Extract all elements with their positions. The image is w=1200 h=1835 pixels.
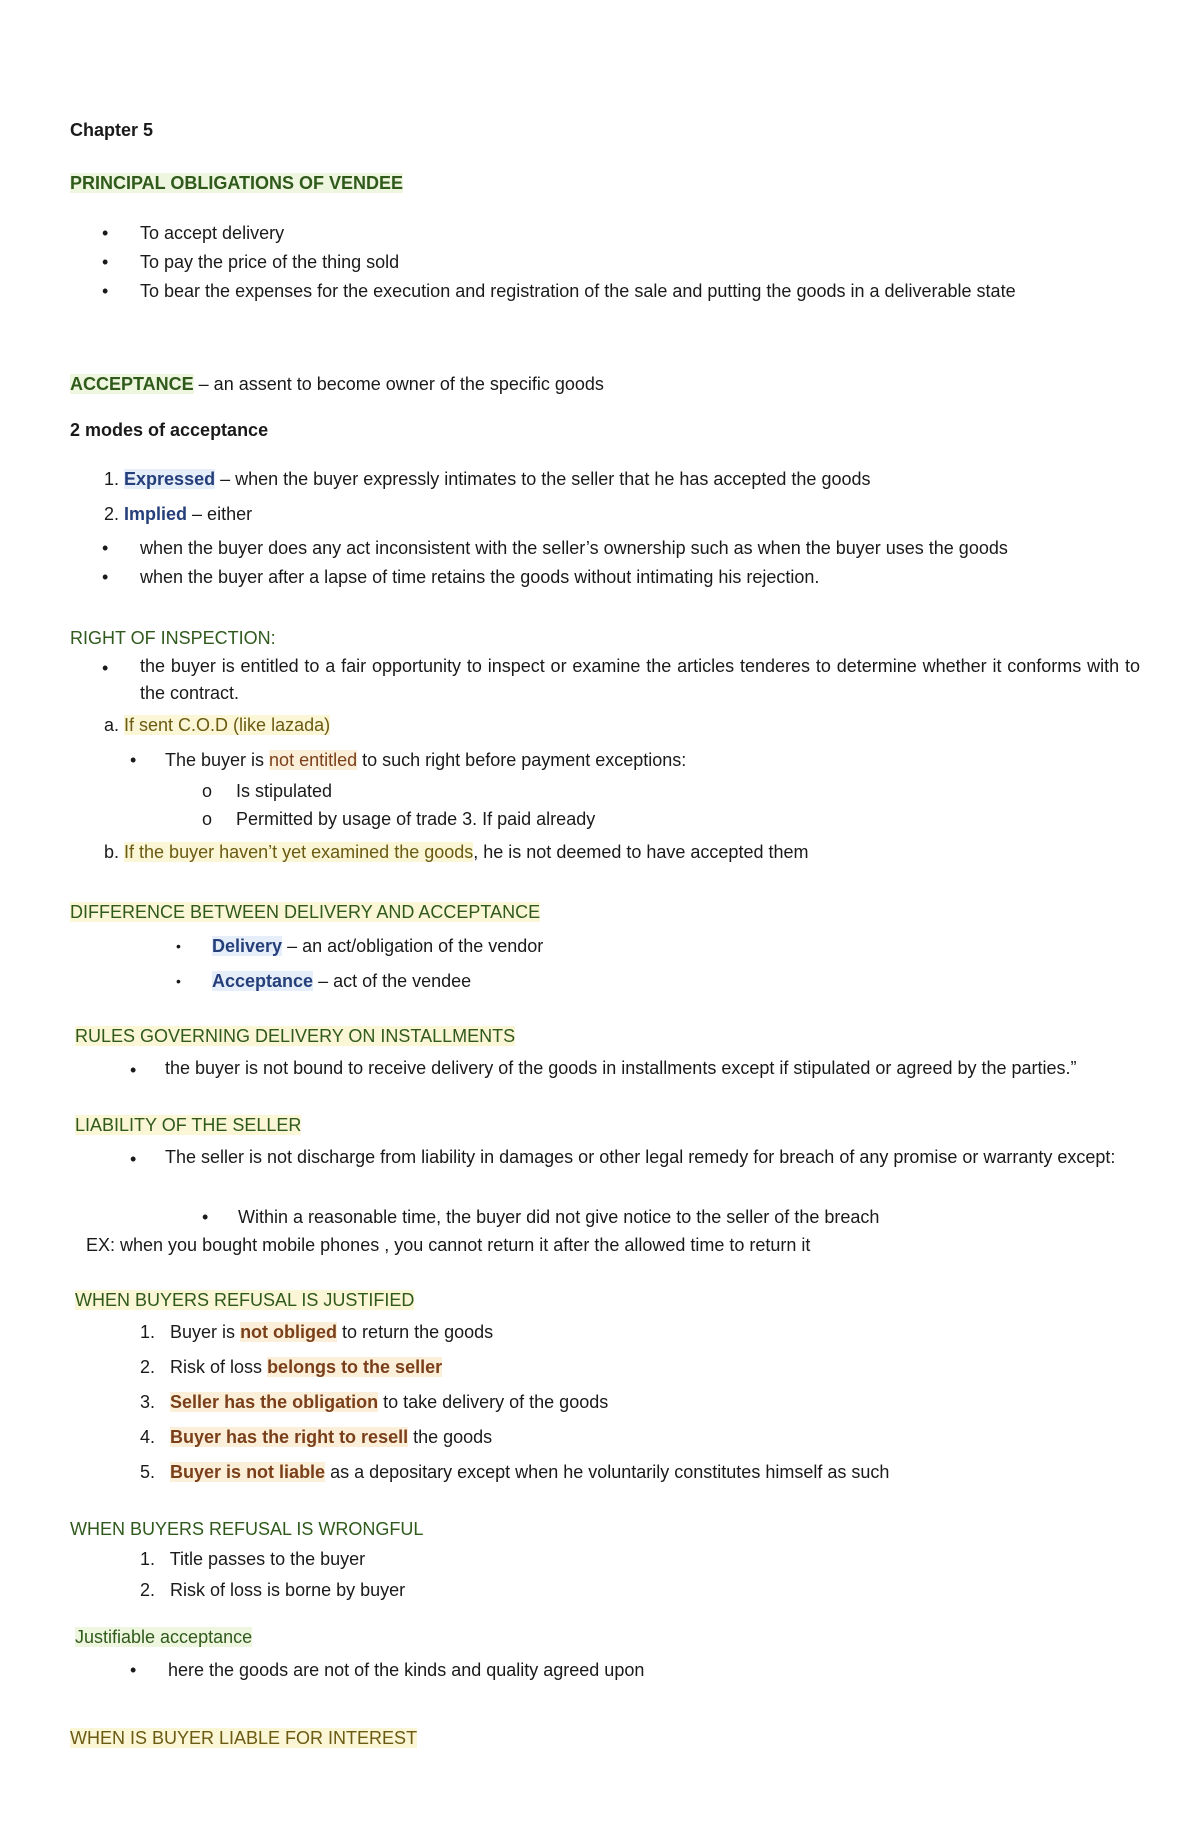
justified-item: 1. Buyer is not obliged to return the goods <box>140 1322 494 1342</box>
liability-sub-item: Within a reasonable time, the buyer did not give notice to the seller of the breach <box>238 1207 880 1227</box>
justified-heading: WHEN BUYERS REFUSAL IS JUSTIFIED <box>75 1290 415 1310</box>
inspection-case-a: a. If sent C.O.D (like lazada) <box>104 715 331 735</box>
circle-bullet-icon: o <box>202 781 213 801</box>
mode-term: Expressed <box>124 469 216 489</box>
installments-item: the buyer is not bound to receive delivery of the goods in installments except if stipulated or agreed by the parties.” <box>165 1058 1077 1078</box>
justified-item: 3. Seller has the obligation to take delivery of the goods <box>140 1392 609 1412</box>
exception-item: Is stipulated <box>236 781 333 801</box>
difference-item: Delivery – an act/obligation of the vendor <box>212 936 544 956</box>
bullet-icon: • <box>102 538 109 558</box>
liability-example: EX: when you bought mobile phones , you cannot return it after the allowed time to return it <box>86 1235 811 1255</box>
bullet-icon: • <box>176 938 181 954</box>
justifiable-heading: Justifiable acceptance <box>75 1627 253 1647</box>
obligations-heading: PRINCIPAL OBLIGATIONS OF VENDEE <box>70 173 404 193</box>
bullet-icon: • <box>102 567 109 587</box>
acceptance-term: ACCEPTANCE <box>70 374 194 394</box>
bullet-icon: • <box>102 281 109 301</box>
bullet-icon: • <box>202 1207 209 1227</box>
mode-term: Implied <box>124 504 188 524</box>
inspection-item: the buyer is entitled to a fair opportunity to inspect or examine the articles tenderes to determine whether it conforms with to the contract. <box>140 656 1140 703</box>
circle-bullet-icon: o <box>202 809 213 829</box>
justified-item: 5. Buyer is not liable as a depositary except when he voluntarily constitutes himself as such <box>140 1462 890 1482</box>
wrongful-item: 1. Title passes to the buyer <box>140 1549 366 1569</box>
justifiable-item: here the goods are not of the kinds and quality agreed upon <box>168 1660 645 1680</box>
modes-heading: 2 modes of acceptance <box>70 420 269 440</box>
wrongful-item: 2. Risk of loss is borne by buyer <box>140 1580 406 1600</box>
liability-heading: LIABILITY OF THE SELLER <box>75 1115 302 1135</box>
bullet-icon: • <box>130 1660 137 1680</box>
obligation-item: To bear the expenses for the execution and registration of the sale and putting the goods in a deliverable state <box>140 281 1016 301</box>
difference-item: Acceptance – act of the vendee <box>212 971 472 991</box>
installments-heading: RULES GOVERNING DELIVERY ON INSTALLMENTS <box>75 1026 516 1046</box>
inspection-sub-item: The buyer is not entitled to such right before payment exceptions: <box>165 750 687 770</box>
interest-heading: WHEN IS BUYER LIABLE FOR INTEREST <box>70 1728 418 1748</box>
obligation-item: To pay the price of the thing sold <box>140 252 400 272</box>
inspection-heading: RIGHT OF INSPECTION: <box>70 628 276 648</box>
bullet-icon: • <box>176 973 181 989</box>
exception-item: Permitted by usage of trade 3. If paid already <box>236 809 596 829</box>
bullet-icon: • <box>102 658 109 678</box>
implied-item: when the buyer does any act inconsistent with the seller’s ownership such as when the buyer uses the goods <box>140 538 1008 558</box>
bullet-icon: • <box>130 750 137 770</box>
bullet-icon: • <box>102 223 109 243</box>
obligation-item: To accept delivery <box>140 223 285 243</box>
liability-item: The seller is not discharge from liability in damages or other legal remedy for breach of any promise or warranty except: <box>165 1147 1116 1167</box>
mode-implied: 2. Implied – either <box>104 504 253 524</box>
bullet-icon: • <box>102 252 109 272</box>
implied-item: when the buyer after a lapse of time retains the goods without intimating his rejection. <box>140 567 820 587</box>
bullet-icon: • <box>130 1060 137 1080</box>
bullet-icon: • <box>130 1149 137 1169</box>
difference-heading: DIFFERENCE BETWEEN DELIVERY AND ACCEPTANCE <box>70 902 541 922</box>
justified-item: 4. Buyer has the right to resell the goods <box>140 1427 493 1447</box>
wrongful-heading: WHEN BUYERS REFUSAL IS WRONGFUL <box>70 1519 424 1539</box>
inspection-case-b: b. If the buyer haven’t yet examined the goods, he is not deemed to have accepted them <box>104 842 809 862</box>
justified-item: 2. Risk of loss belongs to the seller <box>140 1357 443 1377</box>
mode-expressed: 1. Expressed – when the buyer expressly intimates to the seller that he has accepted the goods <box>104 469 871 489</box>
chapter-title: Chapter 5 <box>70 120 154 140</box>
acceptance-definition: ACCEPTANCE – an assent to become owner of the specific goods <box>70 374 604 394</box>
